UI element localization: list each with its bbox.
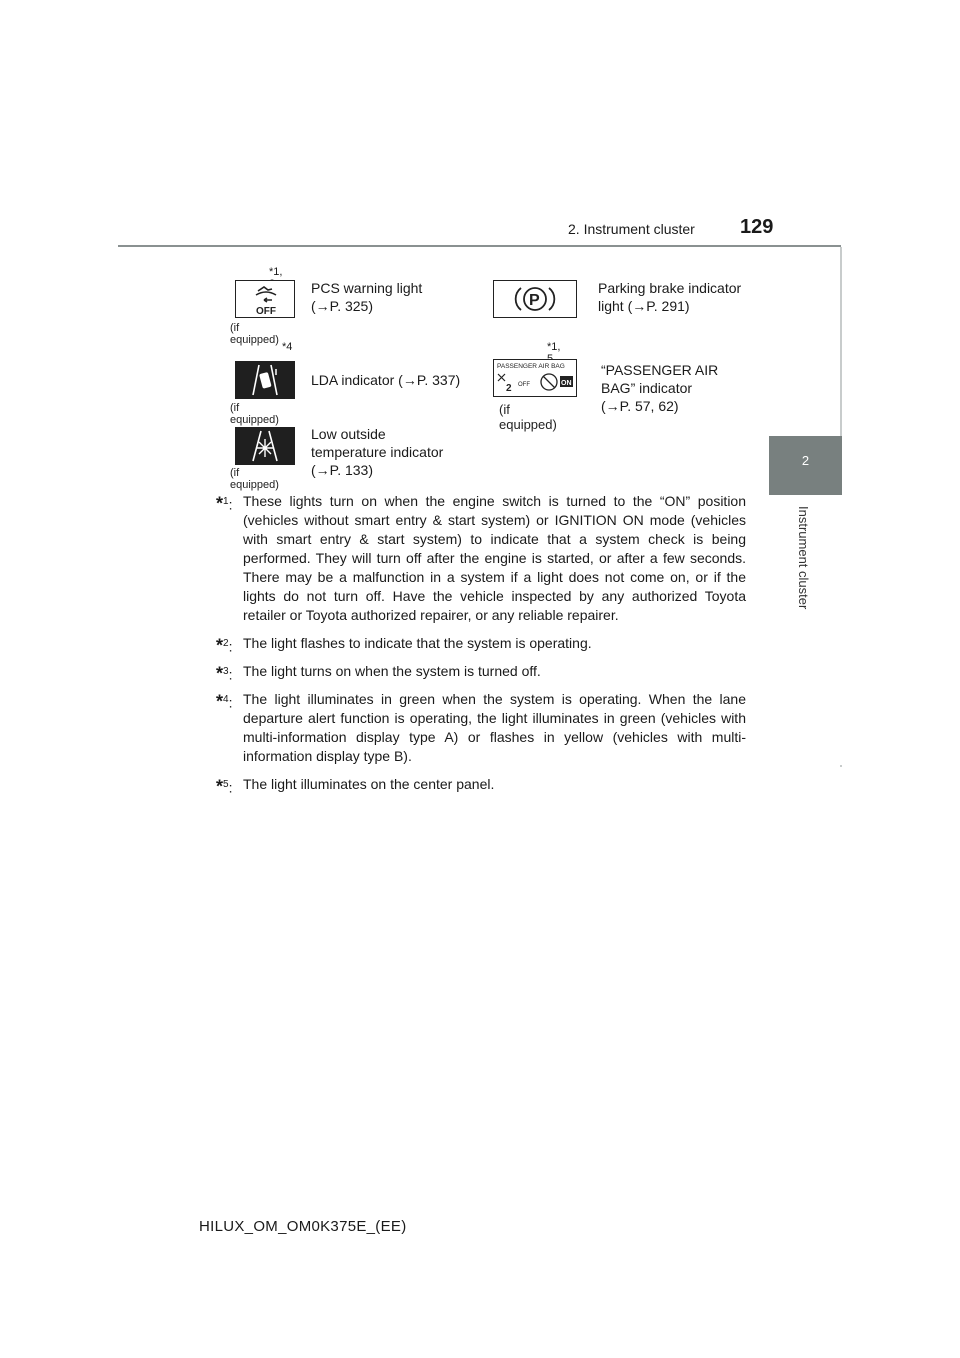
- parking-brake-description-line-2: light (→P. 291): [598, 298, 690, 314]
- low-temperature-icon: [235, 427, 295, 465]
- footnote-3: [216, 662, 746, 684]
- parking-brake-icon: [493, 280, 577, 318]
- parking-brake-description-line-1: Parking brake indicator: [598, 280, 742, 296]
- lda-description-line-1: LDA indicator (→P. 337): [311, 372, 461, 388]
- passenger-airbag-superscript: *1,: [547, 341, 561, 353]
- pcs-description-line-2: (→P. 325): [311, 298, 373, 314]
- passenger-airbag-description-line-2: BAG” indicator: [601, 380, 693, 396]
- footnote-marker: *$^1$:: [216, 493, 233, 514]
- low-temperature-description-line-1: Low outside: [311, 426, 386, 442]
- lda-superscript: *4: [282, 341, 293, 353]
- chapter-tab-label: Instrument cluster: [796, 506, 811, 610]
- passenger-airbag-on-label: ON: [561, 380, 572, 387]
- lda-icon: [235, 361, 295, 399]
- low-temperature-if-equipped: (if equipped): [230, 467, 279, 491]
- svg-text:2: 2: [506, 383, 512, 394]
- passenger-airbag-if-equipped: (if equipped): [499, 402, 557, 432]
- lda-description: [311, 371, 460, 389]
- footnote-2: [216, 634, 746, 656]
- footnote-text: The light turns on when the system is turned off.: [243, 663, 541, 679]
- passenger-airbag-description: [601, 361, 718, 415]
- chapter-tab-number: 2: [801, 453, 810, 468]
- section-title: 2. Instrument cluster: [568, 221, 695, 237]
- header-rule: [118, 245, 841, 247]
- footnote-1: [216, 492, 746, 625]
- document-id: HILUX_OM_OM0K375E_(EE): [199, 1218, 407, 1235]
- footnote-text: These lights turn on when the engine switch is turned to the “ON” position (vehicles without smart entry & start system) or IGNITION ON mode (vehicles with smart entry & start system) to indicate that a system check is being performed. They will turn off after the engine is started, or after a few seconds. There may be a malfunction in a system if a light does not come on, or if the lights do not turn off. Have the vehicle inspected by any authorized Toyota retailer or Toyota authorized repairer, or any reliable repairer.: [243, 493, 746, 623]
- footnote-text: The light illuminates in green when the system is operating. When the lane departure alert function is operating, the light illuminates in green (vehicles with multi-information display type A) or flashes in yellow (vehicles with multi-information display type B).: [243, 691, 746, 764]
- low-temperature-description-line-2: temperature indicator: [311, 444, 444, 460]
- passenger-airbag-off-label: OFF: [518, 382, 530, 388]
- pcs-description: [311, 279, 422, 315]
- footnotes: [216, 492, 746, 803]
- chapter-tab: [769, 436, 842, 495]
- passenger-airbag-icon-label: PASSENGER AIR BAG: [497, 363, 565, 370]
- passenger-airbag-description-line-1: “PASSENGER AIR: [601, 362, 719, 378]
- low-temperature-description-line-3: (→P. 133): [311, 462, 373, 478]
- footnote-marker: *$^3$:: [216, 663, 233, 684]
- low-temperature-description: [311, 425, 443, 479]
- footnote-marker: *$^5$:: [216, 776, 233, 797]
- parking-brake-description: [598, 279, 741, 315]
- pcs-off-label: OFF: [256, 306, 276, 317]
- footnote-5: [216, 775, 746, 797]
- footnote-text: The light illuminates on the center panel.: [243, 776, 495, 792]
- pcs-if-equipped: (if equipped): [230, 322, 279, 346]
- parking-brake-letter: P: [529, 292, 540, 309]
- passenger-airbag-description-line-3: (→P. 57, 62): [601, 398, 679, 414]
- pcs-description-line-1: PCS warning light: [311, 280, 423, 296]
- lda-if-equipped: (if equipped): [230, 402, 279, 426]
- footnote-4: [216, 690, 746, 766]
- pcs-off-icon: [235, 280, 295, 318]
- page-number: 129: [740, 216, 774, 238]
- passenger-airbag-icon: [493, 359, 577, 397]
- footnote-marker: *$^2$:: [216, 635, 233, 656]
- footnote-text: The light flashes to indicate that the system is operating.: [243, 635, 592, 651]
- footnote-marker: *$^4$:: [216, 691, 233, 712]
- pcs-superscript: *1,: [269, 266, 283, 278]
